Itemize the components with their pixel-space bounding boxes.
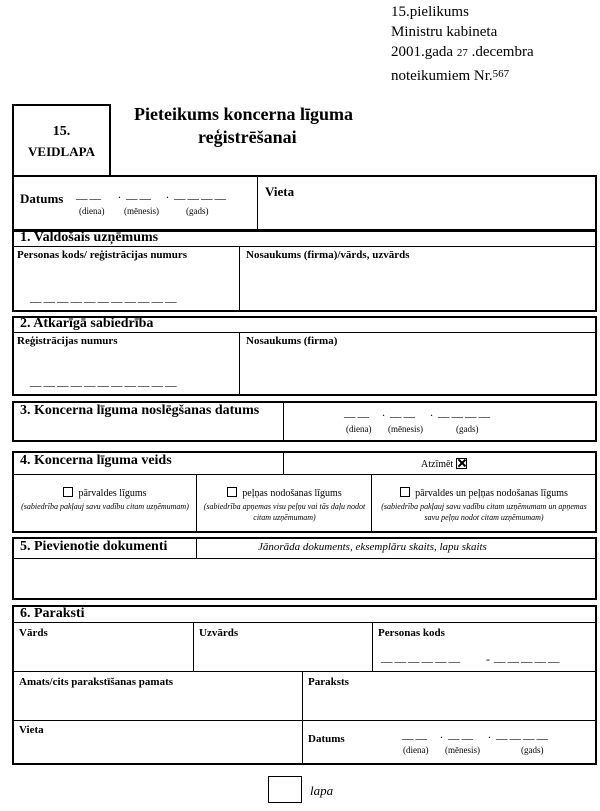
s6-signature-label: Paraksts — [308, 676, 349, 688]
form-title-line1: Pieteikums koncerna līguma — [134, 104, 353, 124]
annex-line-2: Ministru kabineta — [391, 24, 498, 40]
annex-regulation-prefix: noteikumiem Nr. — [391, 68, 493, 84]
s6-day-field[interactable]: __ __ — [402, 727, 427, 741]
s6-year-caption: (gads) — [521, 745, 544, 755]
section-6-title: 6. Paraksti — [20, 606, 85, 621]
s6-first-name-label: Vārds — [19, 627, 48, 639]
section-3-title: 3. Koncerna līguma noslēgšanas datums — [20, 403, 260, 418]
section-4-title: 4. Koncerna līguma veids — [20, 453, 172, 468]
mark-label: Atzīmēt — [421, 459, 454, 470]
option-combined-note: (sabiedrība pakļauj savu vadību citam uzņēmumam un apņemas savu peļņu nodot citam uzņēmumam) — [381, 502, 587, 522]
s6-code-field-b[interactable]: __ __ __ __ __ — [494, 650, 559, 664]
date-place-block — [12, 175, 597, 231]
annex-date-suffix: .decembra — [471, 44, 534, 60]
date-year-field[interactable]: __ __ __ __ — [174, 187, 226, 201]
annex-date-prefix: 2001.gada — [391, 44, 454, 60]
option-profit-transfer-note: (sabiedrība apņemas visu peļņu vai tās daļu nodot citam uzņēmumam) — [203, 502, 366, 522]
annex-line-1: 15.pielikums — [391, 4, 469, 20]
s3-month-field[interactable]: __ __ — [390, 405, 415, 419]
s1-code-field[interactable]: __ __ __ __ __ __ __ __ __ __ __ — [30, 290, 176, 304]
s6-code-field-a[interactable]: __ __ __ __ __ __ — [381, 650, 460, 664]
option-profit-transfer[interactable] — [198, 487, 371, 523]
place-label: Vieta — [265, 184, 295, 199]
section-2-title: 2. Atkarīgā sabiedrība — [20, 316, 154, 331]
s6-month-field[interactable]: __ __ — [448, 727, 473, 741]
s1-code-label: Personas kods/ reģistrācijas numurs — [17, 249, 187, 261]
s1-name-label: Nosaukums (firma)/vārds, uzvārds — [246, 249, 410, 261]
checkbox-management[interactable] — [63, 487, 73, 497]
form-number-tab — [12, 104, 111, 177]
s2-name-label: Nosaukums (firma) — [246, 335, 338, 347]
date-label: Datums — [20, 191, 64, 206]
page-count-box[interactable] — [268, 776, 302, 803]
s6-personal-code-label: Personas kods — [378, 627, 445, 639]
page-label: lapa — [310, 783, 334, 798]
option-combined[interactable] — [373, 487, 595, 523]
date-month-field[interactable]: __ __ — [126, 187, 151, 201]
option-management-label: pārvaldes līgums — [78, 488, 147, 499]
date-day-field[interactable]: __ __ — [76, 187, 101, 201]
s2-reg-label: Reģistrācijas numurs — [17, 335, 118, 347]
annex-line-4 — [391, 64, 509, 86]
date-month-caption: (mēnesis) — [124, 206, 159, 216]
s3-year-field[interactable]: __ __ __ __ — [438, 405, 490, 419]
section-5-title: 5. Pievienotie dokumenti — [20, 539, 168, 554]
s6-year-field[interactable]: __ __ __ __ — [496, 727, 548, 741]
option-management[interactable] — [14, 487, 196, 512]
annex-line-3 — [391, 42, 534, 63]
checkbox-profit-transfer[interactable] — [227, 487, 237, 497]
s6-position-label: Amats/cits parakstīšanas pamats — [19, 676, 174, 688]
annex-regulation-number: 567 — [492, 68, 510, 80]
s3-day-caption: (diena) — [346, 424, 372, 434]
option-management-note: (sabiedrība pakļauj savu vadību citam uzņēmumam) — [21, 502, 189, 511]
documents-field[interactable] — [14, 560, 595, 598]
form-type: VEIDLAPA — [28, 144, 95, 159]
section-5-hint: Jānorāda dokuments, eksemplāru skaits, lapu skaits — [258, 541, 487, 553]
s2-reg-field[interactable]: __ __ __ __ __ __ __ __ __ __ __ — [30, 374, 176, 388]
form-number: 15. — [52, 124, 71, 139]
s6-date-label: Datums — [308, 733, 345, 745]
form-title-line2: reģistrēšanai — [198, 127, 297, 147]
date-day-caption: (diena) — [79, 206, 105, 216]
section-1-title: 1. Valdošais uzņēmums — [20, 230, 159, 245]
s3-day-field[interactable]: __ __ — [344, 405, 369, 419]
checkbox-combined[interactable] — [400, 487, 410, 497]
option-profit-transfer-label: peļņas nodošanas līgums — [242, 488, 342, 499]
s3-month-caption: (mēnesis) — [388, 424, 423, 434]
s6-place-label: Vieta — [19, 724, 44, 736]
mark-instruction — [421, 458, 467, 470]
option-combined-label: pārvaldes un peļņas nodošanas līgums — [415, 488, 568, 499]
s6-day-caption: (diena) — [403, 745, 429, 755]
s3-year-caption: (gads) — [456, 424, 479, 434]
checked-box-icon — [456, 458, 467, 469]
annex-date-day: 27 — [456, 47, 468, 59]
date-year-caption: (gads) — [186, 206, 209, 216]
s6-month-caption: (mēnesis) — [445, 745, 480, 755]
s6-last-name-label: Uzvārds — [199, 627, 239, 639]
